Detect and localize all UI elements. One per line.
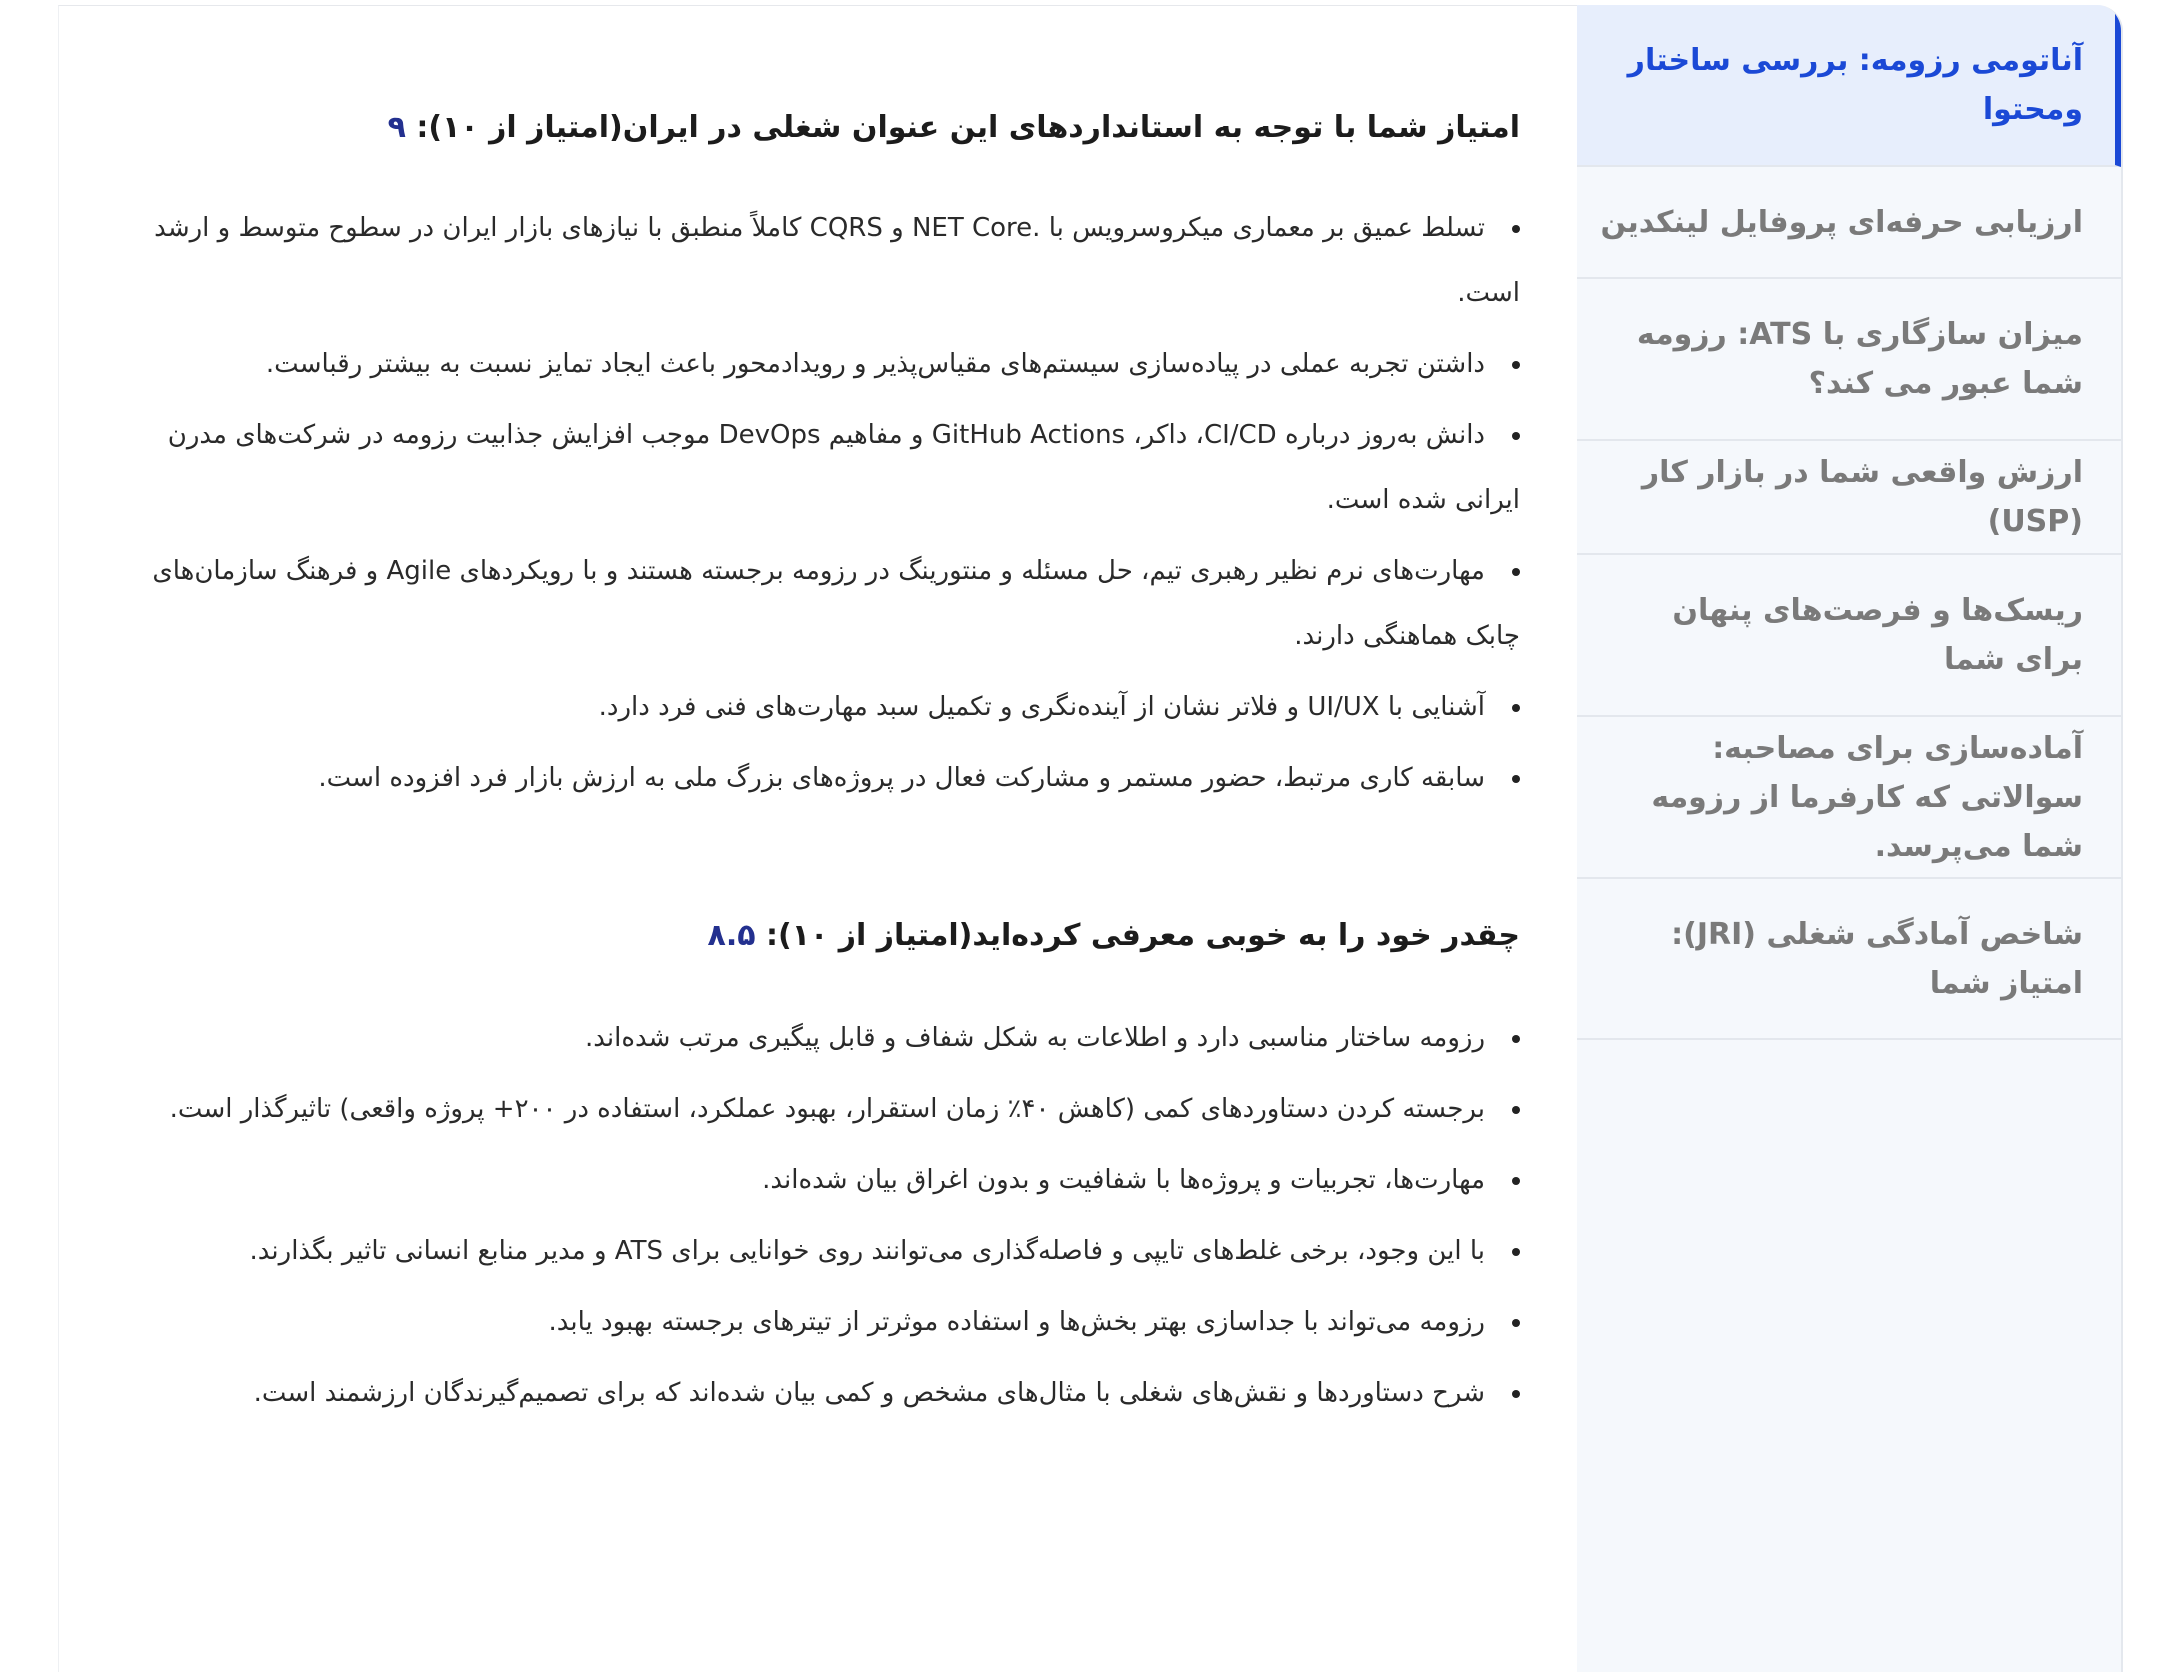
sidebar-item-label: ریسک‌ها و فرصت‌های پنهان برای شما [1672,593,2083,677]
sidebar-item-label: آناتومی رزومه: بررسی ساختار ومحتوا [1627,43,2083,127]
heading-text: امتیاز شما با توجه به استانداردهای این عنوان شغلی در ایران(امتیاز از ۱۰): [405,110,1520,145]
sidebar-item-ats[interactable] [1577,279,2121,441]
main-content [58,5,1577,1672]
list-item: • رزومه ساختار مناسبی دارد و اطلاعات به شکل شفاف و قابل پیگیری مرتب شده‌اند. [117,1006,1520,1071]
score-value: ۸.۵ [707,918,756,953]
list-item: • شرح دستاوردها و نقش‌های شغلی با مثال‌های مشخص و کمی بیان شده‌اند که برای تصمیم‌گیرندگان ارزشمند است. [117,1361,1520,1426]
heading-text: چقدر خود را به خوبی معرفی کرده‌اید(امتیاز از ۱۰): [755,918,1520,953]
sidebar-item-label: آماده‌سازی برای مصاحبه: سوالاتی که کارفرما از رزومه شما می‌پرسد. [1651,730,2083,864]
list-item: • سابقه کاری مرتبط، حضور مستمر و مشارکت فعال در پروژه‌های بزرگ ملی به ارزش بازار فرد افزوده است. [117,746,1520,811]
list-item: • داشتن تجربه عملی در پیاده‌سازی سیستم‌های مقیاس‌پذیر و رویدادمحور باعث ایجاد تمایز نسبت به بیشتر رقباست. [117,332,1520,397]
sidebar-item-linkedin[interactable] [1577,167,2121,279]
section-heading-market-score [388,106,1520,150]
sidebar-nav [1577,5,2123,1672]
sidebar-item-label: ارزیابی حرفه‌ای پروفایل لینکدین [1600,204,2083,240]
section-heading-self-presentation [708,914,1520,958]
list-item: • دانش به‌روز درباره CI/CD، داکر، GitHub Actions و مفاهیم DevOps موجب افزایش جذابیت رزومه در شرکت‌های مدرن ایرانی شده است. [117,403,1520,533]
sidebar-item-jri[interactable] [1577,879,2121,1040]
sidebar-item-interview[interactable] [1577,717,2121,879]
sidebar-item-label: شاخص آمادگی شغلی (JRI): امتیاز شما [1671,916,2083,1001]
list-item: • برجسته کردن دستاوردهای کمی (کاهش ۴۰٪ زمان استقرار، بهبود عملکرد، استفاده در ۲۰۰+ پروژه واقعی) تاثیرگذار است. [117,1077,1520,1142]
self-presentation-list [117,1006,1520,1432]
list-item: • مهارت‌ها، تجربیات و پروژه‌ها با شفافیت و بدون اغراق بیان شده‌اند. [117,1148,1520,1213]
list-item: • تسلط عمیق بر معماری میکروسرویس با .NET Core و CQRS کاملاً منطبق با نیازهای بازار ایران در سطوح متوسط و ارشد است. [117,196,1520,326]
list-item: • آشنایی با UI/UX و فلاتر نشان از آینده‌نگری و تکمیل سبد مهارت‌های فنی فرد دارد. [117,675,1520,740]
list-item: • رزومه می‌تواند با جداسازی بهتر بخش‌ها و استفاده موثرتر از تیترهای برجسته بهبود یابد. [117,1290,1520,1355]
sidebar-item-resume-anatomy[interactable] [1577,5,2121,167]
sidebar-item-usp[interactable] [1577,441,2121,555]
market-score-list [117,196,1520,817]
list-item: • با این وجود، برخی غلط‌های تایپی و فاصله‌گذاری می‌توانند روی خوانایی برای ATS و مدیر منابع انسانی تاثیر بگذارند. [117,1219,1520,1284]
sidebar-item-label: ارزش واقعی شما در بازار کار (USP) [1641,455,2083,539]
sidebar-item-risks[interactable] [1577,555,2121,717]
sidebar-item-label: میزان سازگاری با ATS: رزومه شما عبور می کند؟ [1636,317,2083,401]
list-item: • مهارت‌های نرم نظیر رهبری تیم، حل مسئله و منتورینگ در رزومه برجسته هستند و با رویکردهای Agile و فرهنگ سازمان‌های چابک هماهنگی دارند. [117,539,1520,669]
score-value: ۹ [387,110,406,145]
